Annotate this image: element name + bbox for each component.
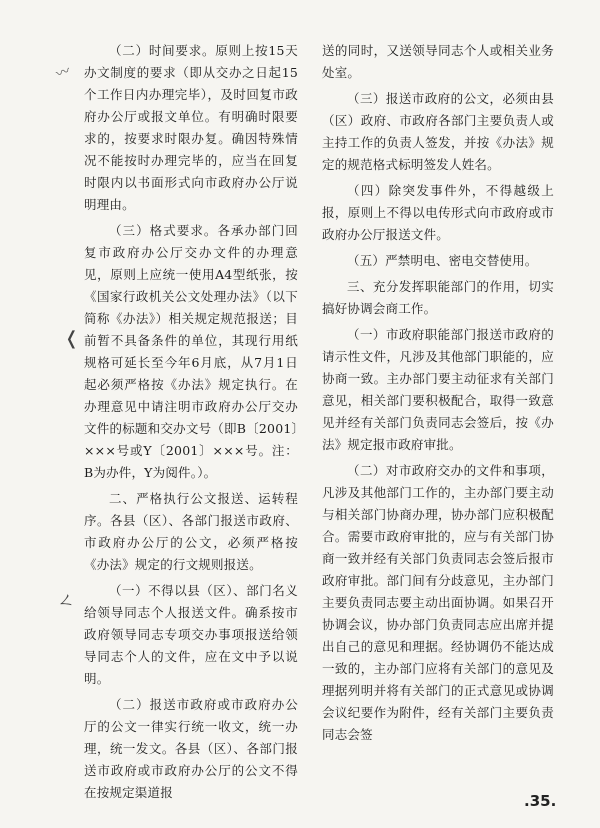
left-column xyxy=(84,40,298,804)
paragraph-format-requirement: （三）格式要求。各承办部门回复市政府办公厅交办文件的办理意见，原则上应统一使用A4型纸张，按《国家行政机关公文处理办法》（以下简称《办法》）相关规定规范报送；目前暂不具备条件的单位，其现行用纸规格可延长至今年6月底，从7月1日起必须严格按《办法》规定执行。在办理意见中请注明市政府办公厅交办文件的标题和交办文号（即B〔2001〕×××号或Y〔2001〕×××号。注：B为办件，Y为阅件。）。 xyxy=(84,223,298,480)
paragraph-request-documents: （一）市政府职能部门报送市政府的请示性文件，凡涉及其他部门职能的，应协商一致。主办部门要主动征求有关部门意见，相关部门要积极配合，取得一致意见并经有关部门负责同志会签后，按《办法》规定报市政府审批。 xyxy=(322,327,554,452)
paragraph-telegram-prohibition: （五）严禁明电、密电交替使用。 xyxy=(347,253,538,268)
page-number: .35. xyxy=(524,792,557,810)
paragraph-signature-requirement: （三）报送市政府的公文，必须由县（区）政府、市政府各部门主要负责人或主持工作的负责人签发，并按《办法》规定的规范格式标明签发人姓名。 xyxy=(322,91,554,172)
paragraph-section-two-heading: 二、严格执行公文报送、运转程序。各县（区）、各部门报送市政府、市政府办公厅的公文，必须严格按《办法》规定的行文规则报送。 xyxy=(84,491,298,572)
right-column xyxy=(322,40,554,746)
paragraph-unified-receipt: （二）报送市政府或市政府办公厅的公文一律实行统一收文，统一办理，统一发文。各县（区）、各部门报送市政府或市政府办公厅的公文不得在按规定渠道报 xyxy=(84,697,298,800)
margin-scribble-mark: 〰 xyxy=(54,63,73,83)
paragraph-section-three-heading: 三、充分发挥职能部门的作用，切实搞好协调会商工作。 xyxy=(322,279,554,316)
margin-bracket-mark: ❬ xyxy=(64,328,80,349)
paragraph-assigned-matters: （二）对市政府交办的文件和事项，凡涉及其他部门工作的，主办部门要主动与相关部门协商办理，协办部门应积极配合。需要市政府审批的，应与有关部门协商一致并经有关部门负责同志会签后报市政府审批。部门间有分歧意见，主办部门主要负责同志要主动出面协调。如果召开协调会议，协办部门负责同志应出席并提出自己的意见和理据。经协调仍不能达成一致的，主办部门应将有关部门的意见及理据列明并将有关部门的正式意见或协调会议纪要作为附件，经有关部门主要负责同志会签 xyxy=(322,463,554,742)
margin-check-mark: ㄥ xyxy=(56,588,78,613)
paragraph-continued-submission: 送的同时，又送领导同志个人或相关业务处室。 xyxy=(322,43,554,80)
paragraph-no-skip-level: （四）除突发事件外，不得越级上报，原则上不得以电传形式向市政府或市政府办公厅报送文件。 xyxy=(322,183,554,242)
paragraph-no-personal-submission: （一）不得以县（区）、部门名义给领导同志个人报送文件。确系按市政府领导同志专项交办事项报送给领导同志个人的文件，应在文中予以说明。 xyxy=(84,583,298,686)
paragraph-time-requirement: （二）时间要求。原则上按15天办文制度的要求（即从交办之日起15个工作日内办理完毕），及时回复市政府办公厅或报文单位。有明确时限要求的，按要求时限办复。确因特殊情况不能按时办理完毕的，应当在回复时限内以书面形式向市政府办公厅说明理由。 xyxy=(84,43,298,212)
